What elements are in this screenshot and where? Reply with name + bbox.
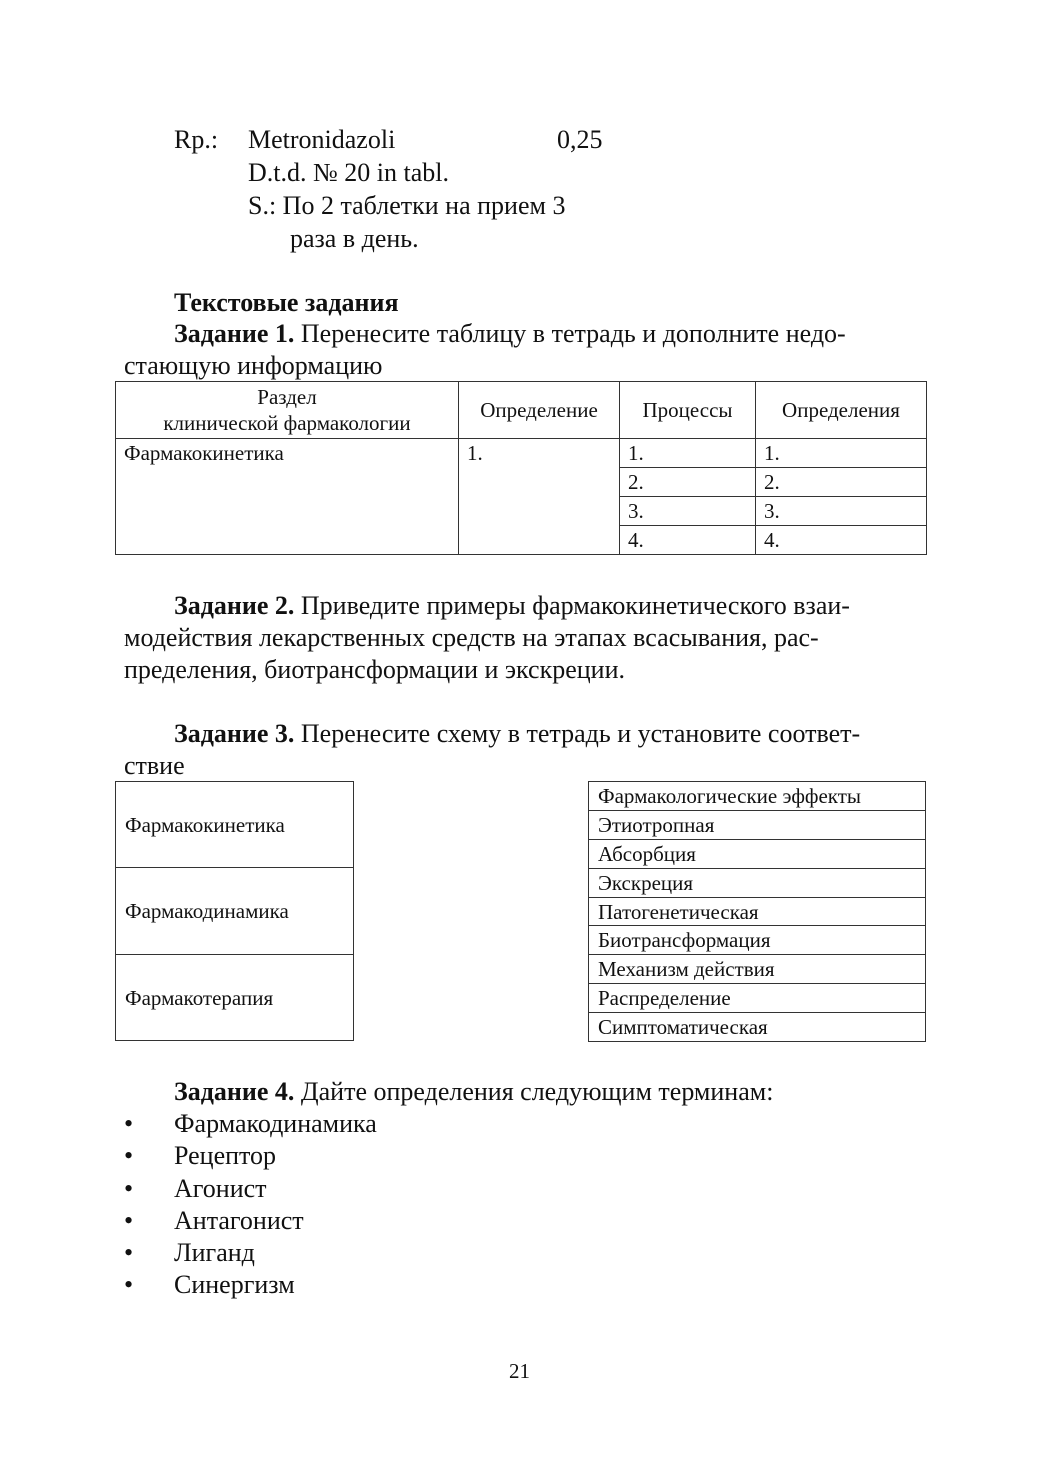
task1-line2: стающую информацию [124, 351, 383, 380]
scheme-item: Этиотропная [589, 811, 925, 840]
cell-definitions: 1. [756, 439, 927, 468]
page-number: 21 [509, 1359, 530, 1383]
rx-dtd: D.t.d. № 20 in tabl. [248, 158, 450, 187]
section-title: Текстовые задания [174, 288, 399, 317]
cell-definitions: 4. [756, 526, 927, 555]
scheme-right-column [588, 781, 926, 1042]
task4-label: Задание 4. [174, 1077, 295, 1106]
task2-line1: Задание 2. Приведите примеры фармакокинетического взаи- [174, 591, 850, 620]
rx-dose: 0,25 [557, 125, 603, 154]
list-item: • Синергизм [124, 1269, 724, 1301]
scheme-box-pharmacotherapy: Фармакотерапия [125, 985, 274, 1010]
cell-section: Фармакокинетика [116, 439, 459, 555]
table-header-row [116, 382, 927, 439]
list-item: • Фармакодинамика [124, 1108, 724, 1140]
scheme-item: Биотрансформация [589, 926, 925, 955]
scheme-item: Фармакологические эффекты [589, 782, 925, 811]
task3-label: Задание 3. [174, 719, 295, 748]
scheme-item: Патогенетическая [589, 898, 925, 927]
task1-label: Задание 1. [174, 319, 295, 348]
task3-line1: Задание 3. Перенесите схему в тетрадь и установите соответ- [174, 719, 861, 748]
scheme-item: Симптоматическая [598, 1015, 768, 1040]
cell-process: 4. [620, 526, 756, 555]
rx-rp-label: Rp.: [174, 125, 219, 154]
task1-table [115, 381, 927, 555]
rx-signa-line2: раза в день. [290, 224, 419, 253]
cell-process: 2. [620, 468, 756, 497]
scheme-item: Абсорбция [589, 840, 925, 869]
table-row [116, 439, 927, 468]
cell-definition: 1. [459, 439, 620, 555]
scheme-box-pharmacodynamics: Фармакодинамика [116, 868, 353, 954]
scheme-item: Экскреция [589, 869, 925, 898]
cell-process: 3. [620, 497, 756, 526]
cell-process: 1. [620, 439, 756, 468]
task4-line1: Задание 4. Дайте определения следующим терминам: [174, 1077, 774, 1106]
header-processes: Процессы [620, 382, 756, 439]
cell-definitions: 2. [756, 468, 927, 497]
header-section: Раздел клинической фармакологии [116, 382, 459, 439]
cell-definitions: 3. [756, 497, 927, 526]
list-item: • Антагонист [124, 1205, 724, 1237]
rx-drug: Metronidazoli [248, 125, 396, 154]
list-item: • Агонист [124, 1173, 724, 1205]
list-item: • Рецептор [124, 1140, 724, 1172]
list-item: • Лиганд [124, 1237, 724, 1269]
task1-line1: Задание 1. Перенесите таблицу в тетрадь и дополните недо- [174, 319, 846, 348]
task2-label: Задание 2. [174, 591, 295, 620]
scheme-item: Распределение [589, 984, 925, 1013]
terms-list [124, 1108, 724, 1302]
scheme-left-column [115, 781, 354, 1041]
task3-line2: ствие [124, 751, 185, 780]
header-definition: Определение [459, 382, 620, 439]
scheme-item: Механизм действия [589, 955, 925, 984]
header-definitions: Определения [756, 382, 927, 439]
rx-signa-line1: S.: По 2 таблетки на прием 3 [248, 191, 566, 220]
task2-line2: модействия лекарственных средств на этапах всасывания, рас- [124, 623, 819, 652]
scheme-box-pharmacokinetics: Фармакокинетика [116, 782, 353, 868]
task2-line3: пределения, биотрансформации и экскреции. [124, 655, 625, 684]
